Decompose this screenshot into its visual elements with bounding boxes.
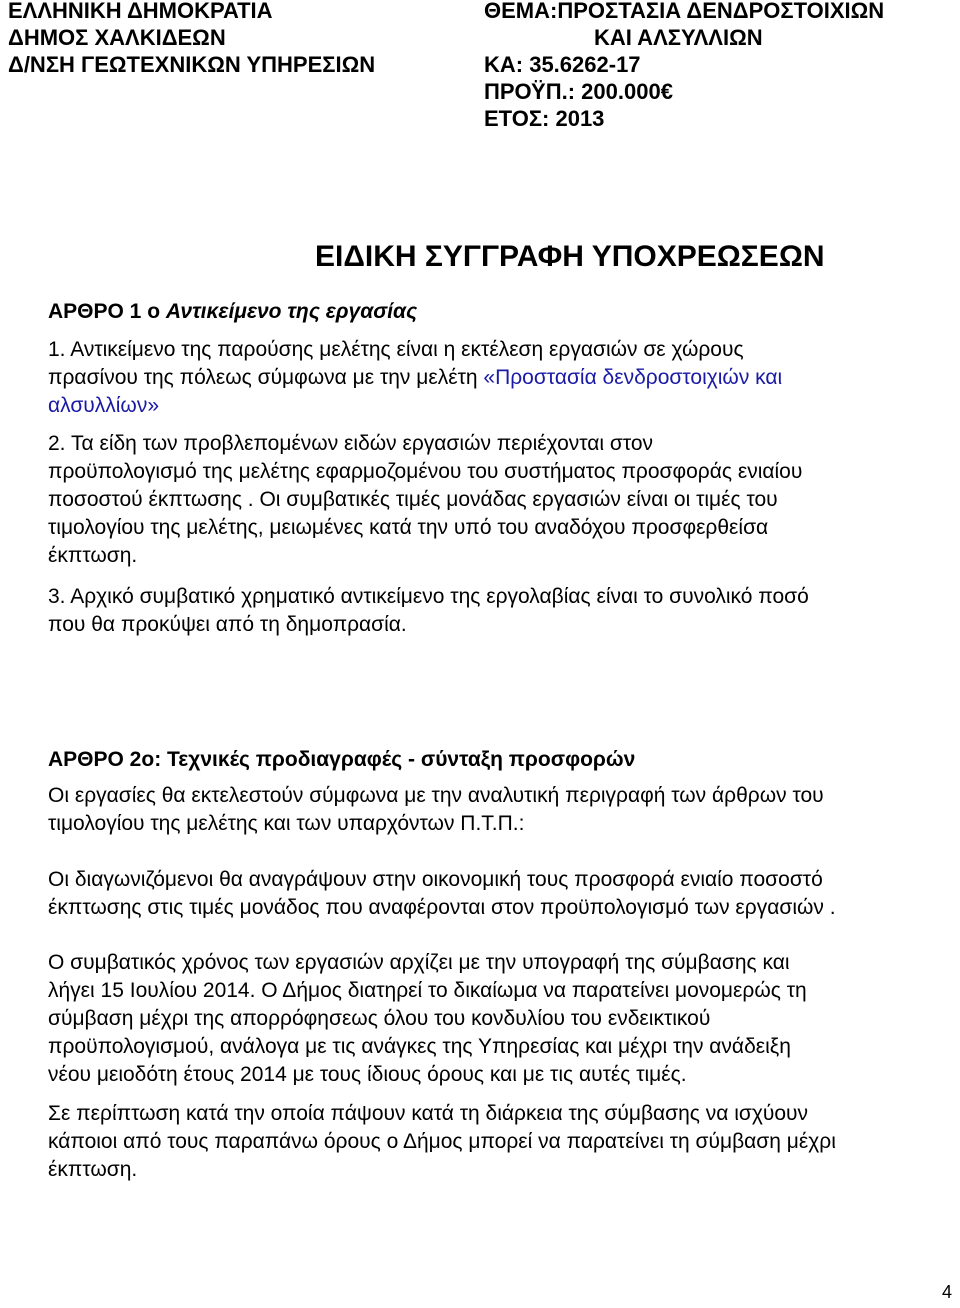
header-left xyxy=(8,0,375,78)
text-line: Οι διαγωνιζόμενοι θα αναγράψουν στην οικονομική τους προσφορά ενιαίο ποσοστό xyxy=(48,868,823,891)
text-line: νέου μειοδότη έτους 2014 με τους ίδιους όρους και με τις αυτές τιμές. xyxy=(48,1063,687,1086)
article-1-paragraph-1 xyxy=(48,336,782,420)
text-line xyxy=(48,364,782,392)
text-line: σύμβαση μέχρι της απορρόφησεως όλου του κονδυλίου του ενδεικτικού xyxy=(48,1007,711,1030)
article-2-paragraph-4 xyxy=(48,1100,836,1184)
document-title: ΕΙΔΙΚΗ ΣΥΓΓΡΑΦΗ ΥΠΟΧΡΕΩΣΕΩΝ xyxy=(315,240,825,273)
text-line: 2. Τα είδη των προβλεπομένων ειδών εργασιών περιέχονται στον xyxy=(48,432,654,455)
project-title: «Προστασία δενδροστοιχιών και xyxy=(483,366,783,389)
text-segment: πρασίνου της πόλεως σύμφωνα με την μελέτη xyxy=(48,366,484,389)
text-line: προϋπολογισμού, ανάλογα με τις ανάγκες της Υπηρεσίας και μέχρι την ανάδειξη xyxy=(48,1035,791,1058)
header-left-line: ΔΗΜΟΣ ΧΑΛΚΙΔΕΩΝ xyxy=(8,25,226,50)
header-right-line: ΠΡΟΫΠ.: 200.000€ xyxy=(484,79,673,104)
header-left-line: ΕΛΛΗΝΙΚΗ ΔΗΜΟΚΡΑΤΙΑ xyxy=(8,0,273,23)
project-title-continued: αλσυλλίων» xyxy=(48,394,160,417)
text-line: έκπτωση. xyxy=(48,544,138,567)
article-1-prefix: ΑΡΘΡΟ 1 ο xyxy=(48,300,166,323)
article-2-heading: ΑΡΘΡΟ 2ο: Τεχνικές προδιαγραφές - σύνταξη προσφορών xyxy=(48,748,636,771)
text-line: τιμολογίου της μελέτης και των υπαρχόντων Π.Τ.Π.: xyxy=(48,812,525,835)
header-right-line: ΘΕΜΑ:ΠΡΟΣΤΑΣΙΑ ΔΕΝΔΡΟΣΤΟΙΧΙΩΝ xyxy=(484,0,885,23)
text-line: έκπτωση. xyxy=(48,1158,138,1181)
text-line: Σε περίπτωση κατά την οποία πάψουν κατά τη διάρκεια της σύμβασης να ισχύουν xyxy=(48,1102,809,1125)
text-line: έκπτωσης στις τιμές μονάδος που αναφέρονται στον προϋπολογισμό των εργασιών . xyxy=(48,896,836,919)
article-1-paragraph-3 xyxy=(48,583,809,639)
article-2-paragraph-3 xyxy=(48,949,807,1089)
article-2-paragraph-2 xyxy=(48,866,836,922)
article-2-paragraph-1 xyxy=(48,782,824,838)
text-line: 3. Αρχικό συμβατικό χρηματικό αντικείμενο της εργολαβίας είναι το συνολικό ποσό xyxy=(48,585,809,608)
header-right-line: ΚΑΙ ΑΛΣΥΛΛΙΩΝ xyxy=(594,25,763,50)
text-line: Οι εργασίες θα εκτελεστούν σύμφωνα με την αναλυτική περιγραφή των άρθρων του xyxy=(48,784,824,807)
header-right-line: ΕΤΟΣ: 2013 xyxy=(484,106,605,131)
text-line: λήγει 15 Ιουλίου 2014. Ο Δήμος διατηρεί το δικαίωμα να παρατείνει μονομερώς τη xyxy=(48,979,807,1002)
header-right-line: ΚΑ: 35.6262-17 xyxy=(484,52,641,77)
text-line: κάποιοι από τους παραπάνω όρους ο Δήμος μπορεί να παρατείνει τη σύμβαση μέχρι xyxy=(48,1130,836,1153)
text-line: ποσοστού έκπτωσης . Οι συμβατικές τιμές μονάδας εργασιών είναι οι τιμές του xyxy=(48,488,778,511)
article-1-heading xyxy=(48,300,417,324)
text-line: Ο συμβατικός χρόνος των εργασιών αρχίζει με την υπογραφή της σύμβασης και xyxy=(48,951,790,974)
text-line: 1. Αντικείμενο της παρούσης μελέτης είναι η εκτέλεση εργασιών σε χώρους xyxy=(48,338,744,361)
article-1-title: Αντικείμενο της εργασίας xyxy=(165,300,418,323)
text-line: τιμολογίου της μελέτης, μειωμένες κατά την υπό του αναδόχου προσφερθείσα xyxy=(48,516,769,539)
article-1-paragraph-2 xyxy=(48,430,802,570)
header-right xyxy=(484,0,884,132)
page-number: 4 xyxy=(942,1282,953,1302)
text-line: προϋπολογισμό της μελέτης εφαρμοζομένου του συστήματος προσφοράς ενιαίου xyxy=(48,460,803,483)
header-left-line: Δ/ΝΣΗ ΓΕΩΤΕΧΝΙΚΩΝ ΥΠΗΡΕΣΙΩΝ xyxy=(8,52,376,77)
text-line: που θα προκύψει από τη δημοπρασία. xyxy=(48,613,407,636)
